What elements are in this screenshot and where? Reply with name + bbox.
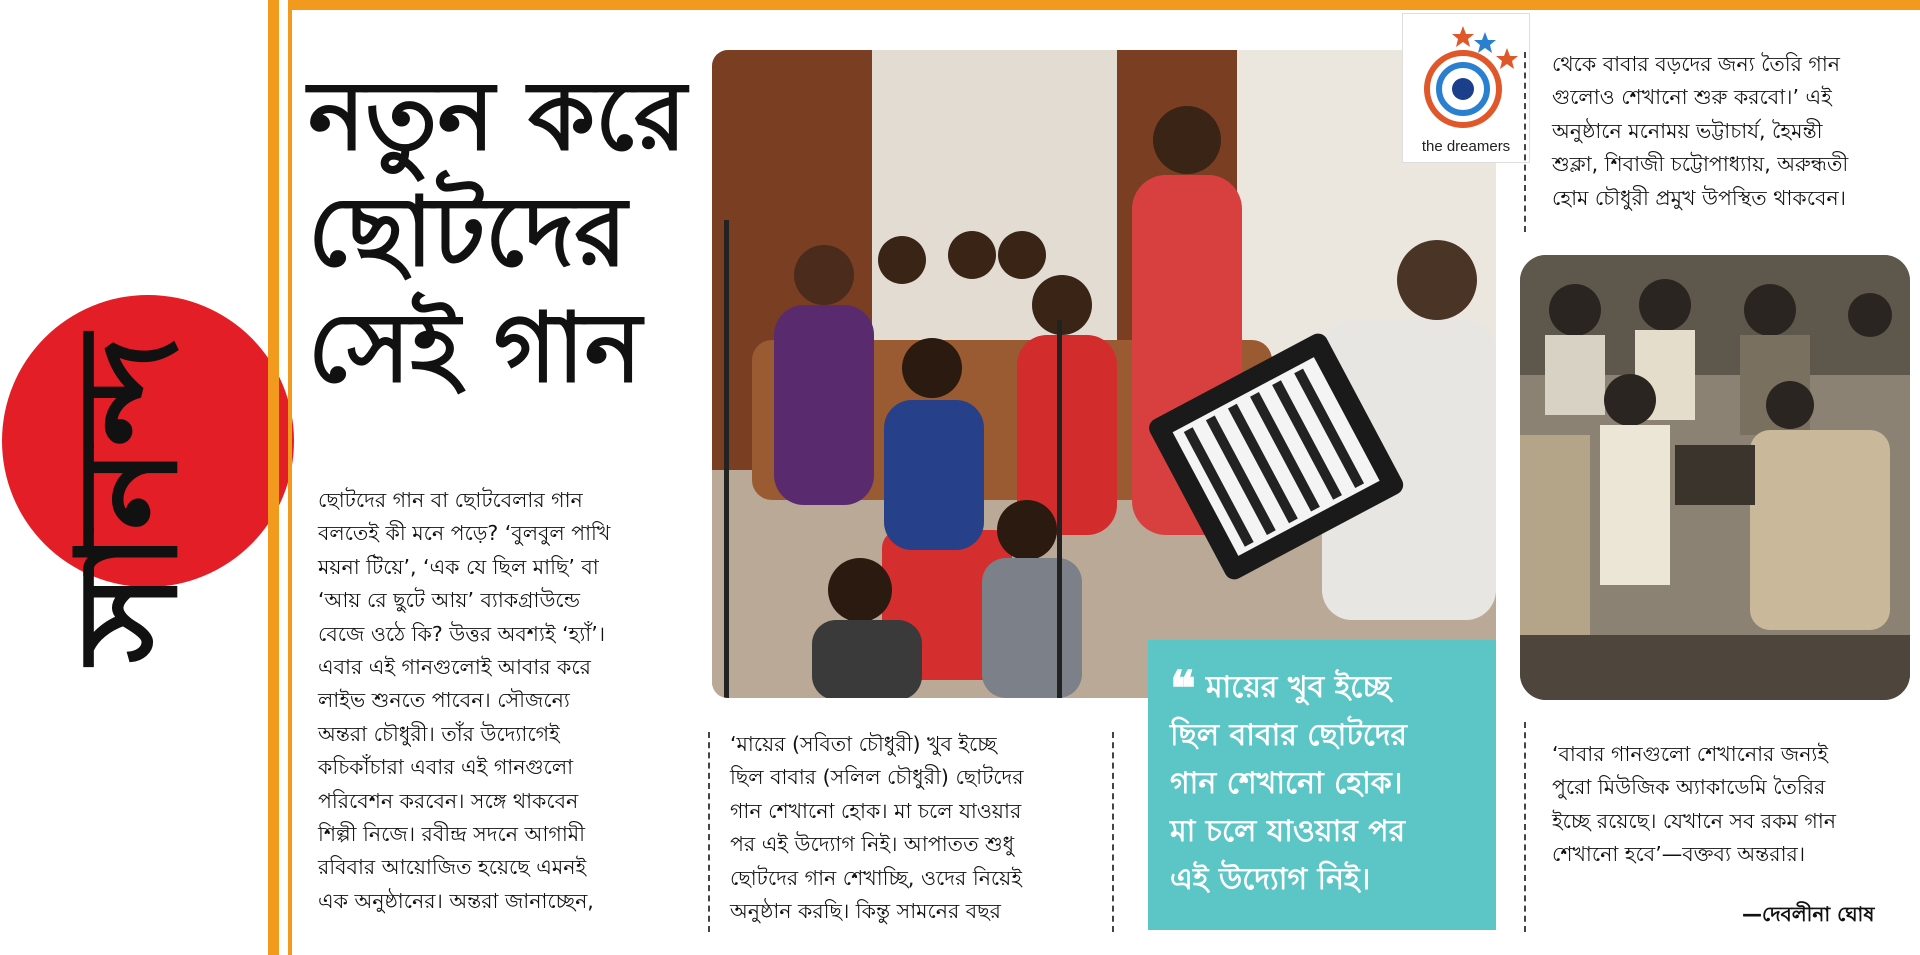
- article-line: ছোটদের গান শেখাচ্ছি, ওদের নিয়েই: [730, 865, 1022, 890]
- byline: —দেবলীনা ঘোষ: [1742, 902, 1875, 926]
- logo-text: the dreamers: [1421, 138, 1511, 155]
- article-line: এবার এই গানগুলোই আবার করে: [318, 655, 591, 680]
- pull-quote-line: মা চলে যাওয়ার পর: [1170, 814, 1406, 849]
- article-column-1: [318, 484, 698, 918]
- article-line: লাইভ শুনতে পাবেন। সৌজন্যে: [318, 688, 570, 713]
- headline-line-1: নতুন করে: [308, 59, 687, 172]
- article-line: শুক্লা, শিবাজী চট্টোপাধ্যায়, অরুন্ধতী: [1552, 152, 1849, 177]
- article-line: পর এই উদ্যোগ নিই। আপাতত শুধু: [730, 832, 1015, 857]
- article-line: অনুষ্ঠানে মনোময় ভট্টাচার্য, হৈমন্তী: [1552, 118, 1823, 143]
- dreamers-swirl-icon: [1403, 14, 1529, 134]
- article-line: গুলোও শেখানো শুরু করবো।’ এই: [1552, 85, 1832, 110]
- pull-quote-line: গান শেখানো হোক।: [1170, 766, 1403, 801]
- masthead: [0, 0, 268, 955]
- article-line: শিল্পী নিজে। রবীন্দ্র সদনে আগামী: [318, 822, 586, 847]
- article-line: ‘আয় রে ছুটে আয়’ ব্যাকগ্রাউন্ডে: [318, 588, 581, 613]
- article-line: থেকে বাবার বড়দের জন্য তৈরি গান: [1552, 52, 1841, 76]
- pull-quote-line: ❝ মায়ের খুব ইচ্ছে: [1170, 661, 1391, 717]
- article-line: ছোটদের গান বা ছোটবেলার গান: [318, 488, 583, 512]
- article-line: এক অনুষ্ঠানের। অন্তরা জানাচ্ছেন,: [318, 888, 594, 913]
- orange-divider-bar: [268, 0, 279, 955]
- headline-line-3: সেই গান: [308, 291, 642, 404]
- article-line: অন্তরা চৌধুরী। তাঁর উদ্যোগেই: [318, 721, 560, 746]
- column-divider: [1524, 722, 1526, 932]
- article-line: পরিবেশন করবেন। সঙ্গে থাকবেন: [318, 788, 579, 813]
- article-column-4: [1552, 738, 1912, 872]
- article-line: রবিবার আয়োজিত হয়েছে এমনই: [318, 855, 587, 880]
- column-divider: [1112, 732, 1114, 932]
- column-divider: [1524, 52, 1526, 232]
- quote-mark-icon: ❝: [1170, 661, 1196, 717]
- article-line: অনুষ্ঠান করছি। কিন্তু সামনের বছর: [730, 899, 1001, 924]
- orange-top-strip: [292, 0, 1920, 10]
- article-line: ইচ্ছে রয়েছে। যেখানে সব রকম গান: [1552, 808, 1837, 833]
- pull-quote-box: [1148, 640, 1496, 930]
- article-line: ‘মায়ের (সবিতা চৌধুরী) খুব ইচ্ছে: [730, 732, 997, 756]
- masthead-title-text: সানন্দ: [47, 332, 208, 664]
- article-line: বেজে ওঠে কি? উত্তর অবশ্যই ‘হ্যাঁ’।: [318, 621, 606, 646]
- article-line: পুরো মিউজিক অ্যাকাডেমি তৈরির: [1552, 775, 1826, 800]
- article-line: ছিল বাবার (সলিল চৌধুরী) ছোটদের: [730, 765, 1024, 790]
- masthead-title: [8, 108, 266, 888]
- article-column-2: [730, 728, 1088, 928]
- headline: [308, 58, 748, 406]
- article-line: ময়না টিয়ে’, ‘এক যে ছিল মাছি’ বা: [318, 554, 599, 579]
- pull-quote-line: এই উদ্যোগ নিই।: [1170, 862, 1371, 897]
- article-line: গান শেখানো হোক। মা চলে যাওয়ার: [730, 798, 1022, 823]
- the-dreamers-logo: [1402, 13, 1530, 163]
- article-line: শেখানো হবে’—বক্তব্য অন্তরার।: [1552, 842, 1806, 867]
- article-line: কচিকাঁচারা এবার এই গানগুলো: [318, 755, 574, 780]
- pull-quote-line: ছিল বাবার ছোটদের: [1170, 718, 1408, 753]
- main-photo-illustration: [712, 50, 1496, 698]
- orange-divider-thin: [288, 0, 292, 955]
- article-line: হোম চৌধুরী প্রমুখ উপস্থিত থাকবেন।: [1552, 185, 1846, 210]
- headline-line-2: ছোটদের: [308, 175, 628, 288]
- main-photo-children-singing: [712, 50, 1496, 698]
- article-line: ‘বাবার গানগুলো শেখানোর জন্যই: [1552, 742, 1829, 766]
- article-column-3: [1552, 48, 1902, 215]
- vintage-photo-salil-chowdhury: [1520, 255, 1910, 700]
- column-divider: [708, 732, 710, 932]
- vintage-photo-illustration: [1520, 255, 1910, 700]
- article-line: বলতেই কী মনে পড়ে? ‘বুলবুল পাখি: [318, 521, 611, 546]
